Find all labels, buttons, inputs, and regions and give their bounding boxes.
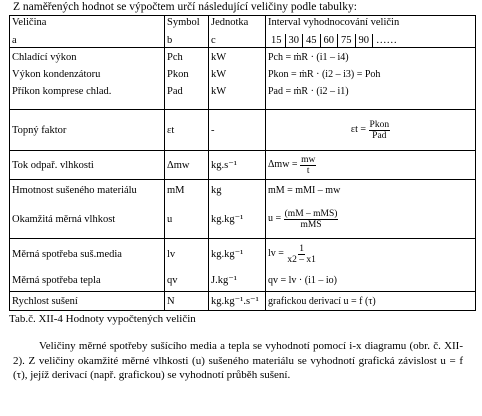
- formula-lhs: εt =: [350, 124, 367, 136]
- interval-value: 45: [303, 34, 321, 47]
- formula: [268, 243, 317, 265]
- fraction: [369, 120, 391, 141]
- interval-value: 90: [356, 34, 374, 47]
- formula: mM = mMI – mw: [268, 184, 341, 196]
- table-caption: Tab.č. XII-4 Hodnoty vypočtených veličin: [9, 313, 196, 325]
- unit: kW: [211, 86, 227, 97]
- fraction-denominator: t: [306, 165, 310, 176]
- fraction: [300, 155, 316, 176]
- fraction-denominator: mMS: [300, 219, 322, 230]
- header-symbol: Symbol: [167, 17, 200, 28]
- table-row: [10, 239, 476, 270]
- symbol: Pch: [167, 52, 183, 63]
- table-row: [10, 269, 476, 292]
- formula: Pad = ṁR · (i2 – i1): [268, 86, 349, 97]
- fraction-numerator: mw: [301, 154, 316, 165]
- intro-text: Z naměřených hodnot se výpočtem určí následující veličiny podle tabulky:: [13, 1, 357, 13]
- symbol: u: [167, 213, 173, 225]
- quantity-name: Chladící výkon: [12, 52, 77, 63]
- interval-value: ……: [376, 35, 397, 46]
- unit: kW: [211, 52, 227, 63]
- table-row: [10, 292, 476, 311]
- formula-lhs: lv =: [268, 248, 284, 260]
- interval-list: [268, 34, 473, 47]
- symbol: Δmw: [167, 159, 190, 171]
- symbol: Pkon: [167, 69, 189, 80]
- formula-lhs: Δmw =: [268, 159, 298, 171]
- unit: kg.s⁻¹: [211, 159, 237, 171]
- formula: grafickou derivací u = f (τ): [268, 295, 376, 307]
- unit: kg.kg⁻¹.s⁻¹: [211, 295, 259, 307]
- header-interval-title: Interval vyhodnocování veličin: [268, 17, 400, 28]
- fraction-numerator: (mM – mMS): [284, 208, 338, 219]
- fraction-denominator: Pad: [372, 130, 387, 141]
- unit: kg.kg⁻¹: [211, 213, 244, 225]
- symbol: N: [167, 295, 175, 307]
- formula: [268, 208, 338, 230]
- quantity-name: Měrná spotřeba tepla: [12, 274, 101, 286]
- interval-value: 75: [338, 34, 356, 47]
- symbol: mM: [167, 184, 185, 196]
- formula: [350, 119, 390, 141]
- quantity-name: Rychlost sušení: [12, 295, 78, 307]
- symbol: εt: [167, 124, 175, 136]
- interval-value: 15: [268, 34, 286, 47]
- fraction-denominator: x2 – x1: [287, 254, 316, 265]
- table-row: [10, 151, 476, 180]
- header-quantity: Veličina: [12, 17, 47, 28]
- formula-lhs: u =: [268, 213, 282, 225]
- values-table: [9, 15, 476, 311]
- symbol: lv: [167, 248, 176, 260]
- quantity-name: Výkon kondenzátoru: [12, 69, 101, 80]
- table-row: [10, 48, 476, 110]
- interval-value: 60: [321, 34, 339, 47]
- quantity-name: Příkon komprese chlad.: [12, 86, 112, 97]
- unit: kg.kg⁻¹: [211, 248, 244, 260]
- interval-value: 30: [286, 34, 304, 47]
- unit: J.kg⁻¹: [211, 274, 237, 286]
- fraction-numerator: Pkon: [369, 119, 390, 130]
- formula: [268, 154, 316, 176]
- header-quantity-letter: a: [12, 35, 17, 46]
- quantity-name: Topný faktor: [12, 124, 67, 136]
- symbol: Pad: [167, 86, 183, 97]
- table-header-row: [10, 16, 476, 48]
- quantity-name: Okamžitá měrná vlhkost: [12, 213, 116, 225]
- fraction: [286, 244, 317, 265]
- unit: kW: [211, 69, 227, 80]
- table-row: [10, 180, 476, 201]
- header-symbol-letter: b: [167, 35, 173, 46]
- quantity-name: Hmotnost sušeného materiálu: [12, 184, 137, 196]
- quantity-name: Tok odpař. vlhkosti: [12, 159, 94, 171]
- formula: Pkon = ṁR · (i2 – i3) = Poh: [268, 69, 381, 80]
- symbol: qv: [167, 274, 178, 286]
- formula: Pch = ṁR · (i1 – i4): [268, 52, 349, 63]
- header-unit: Jednotka: [211, 17, 249, 28]
- header-unit-letter: c: [211, 35, 216, 46]
- fraction: [284, 209, 339, 230]
- table-row: [10, 200, 476, 239]
- fraction-numerator: 1: [299, 243, 305, 254]
- quantity-name: Měrná spotřeba suš.media: [12, 248, 122, 260]
- formula: qv = lv · (i1 – io): [268, 274, 337, 286]
- unit: kg: [211, 184, 222, 196]
- document: [9, 0, 475, 383]
- body-paragraph: Veličiny měrné spotřeby sušícího media a tepla se vyhodnotí pomocí i-x diagramu (obr. č. XII-2). Z veličiny okamžité měrné vlhkosti (u) sušeného materiálu se vyhodnotí grafická závislost u = f (τ), jejíž derivací (např. grafickou) se vyhodnotí průběh sušení.: [13, 340, 463, 381]
- unit: -: [211, 124, 215, 136]
- table-row: [10, 110, 476, 151]
